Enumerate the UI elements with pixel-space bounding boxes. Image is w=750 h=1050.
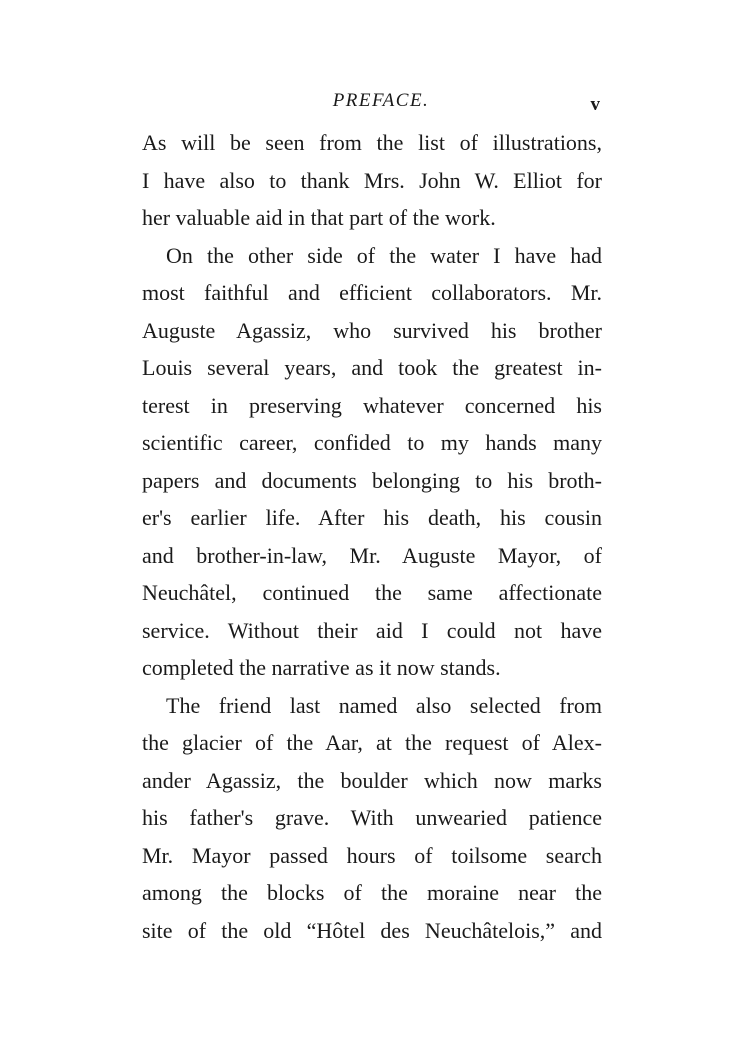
text-line: er's earlier life. After his death, his cousin (142, 505, 602, 530)
body-text (142, 124, 602, 949)
page-number: v (590, 94, 600, 115)
text-line: among the blocks of the moraine near the (142, 880, 602, 905)
text-line: I have also to thank Mrs. John W. Elliot for (142, 167, 602, 193)
text-line: As will be seen from the list of illustrations, (142, 130, 602, 155)
text-line: On the other side of the water I have had (166, 242, 602, 268)
text-line: ander Agassiz, the boulder which now marks (142, 767, 602, 793)
running-head-title: PREFACE. (332, 90, 430, 111)
text-line: Auguste Agassiz, who survived his brother (142, 317, 602, 343)
paragraph (142, 687, 602, 950)
paragraph (142, 124, 602, 237)
text-line: papers and documents belonging to his broth- (142, 467, 602, 493)
text-line: the glacier of the Aar, at the request of Alex- (142, 730, 602, 755)
text-line: terest in preserving whatever concerned his (142, 392, 602, 418)
text-line: his father's grave. With unwearied patience (142, 805, 602, 830)
text-line: Neuchâtel, continued the same affectionate (142, 580, 602, 605)
text-line: scientific career, confided to my hands many (142, 430, 602, 455)
text-line: completed the narrative as it now stands. (142, 655, 501, 680)
paragraph (142, 237, 602, 687)
text-line: Louis several years, and took the greatest in- (142, 355, 602, 380)
text-line: service. Without their aid I could not have (142, 617, 602, 643)
text-line: and brother-in-law, Mr. Auguste Mayor, of (142, 542, 602, 568)
text-line: most faithful and efficient collaborators. Mr. (142, 280, 602, 305)
text-line: The friend last named also selected from (166, 692, 602, 718)
text-line: site of the old “Hôtel des Neuchâtelois,” and (142, 917, 602, 943)
text-line: Mr. Mayor passed hours of toilsome search (142, 842, 602, 868)
text-line: her valuable aid in that part of the work. (142, 205, 496, 230)
running-head (142, 90, 602, 116)
